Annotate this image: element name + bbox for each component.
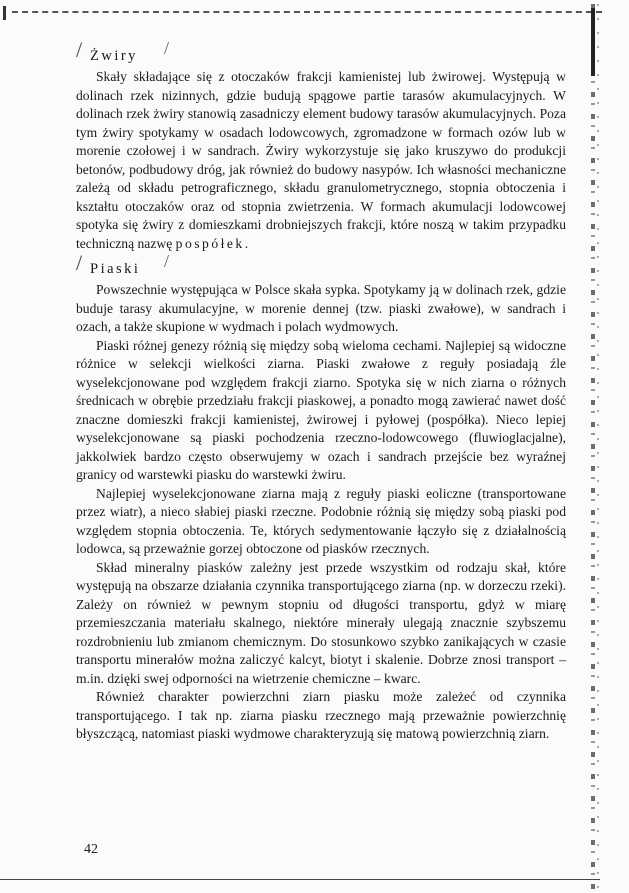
- paragraph-end: .: [244, 235, 249, 251]
- pencil-mark: /: [76, 37, 83, 62]
- pencil-mark: /: [76, 250, 83, 275]
- page-body: [76, 37, 566, 744]
- paragraph: Najlepiej wyselekcjonowane ziarna mają z reguły piaski eoliczne (transportowane przez wiatr), a nieco słabiej piaski rzeczne. Podobnie różnią się między sobą piaski pod względem stopnia obtoczenia. Te, których sedymentowanie łączyło się z działalnością lodowca, są przeważnie gorzej obtoczone od piasków rzecznych.: [76, 485, 566, 556]
- pencil-mark: /: [164, 38, 170, 58]
- right-scan-edge-outer: [597, 4, 599, 889]
- paragraph: Powszechnie występująca w Polsce skała sypka. Spotykamy ją w dolinach rzek, gdzie buduje tarasy akumulacyjne, w morenie dennej (tzw. piaski zwałowe), w sandrach i ozach, a także skupione w wydmach i polach wydmowych.: [76, 282, 566, 334]
- heading-text: Piaski: [90, 261, 141, 277]
- scan-corner-mark: [3, 6, 6, 20]
- paragraph: Piaski różnej genezy różnią się między sobą wieloma cechami. Najlepiej są widoczne różnice w selekcji wielkości ziarna. Piaski zwałowe z reguły posiadają źle wyselekcjonowane pod względem frakcji ziarno. Spotyka się w nich ziarna o różnych średnicach w obrębie przedziału frakcji piaskowej, a ponadto mogą zawierać nawet dość znaczne domieszki frakcji kamienistej, żwirowej i pyłowej (pospółka). Nieco lepiej wyselekcjonowane są piaski pochodzenia rzeczno-lodowcowego (fluwioglacjalne), jakkolwiek bardzo często obserwujemy w ozach i sandrach przejście bez wyraźnej granicy od warstewki piasku do warstewki żwiru.: [76, 337, 566, 482]
- paragraph: [76, 68, 566, 253]
- right-scan-edge: [591, 4, 595, 889]
- paragraph: Również charakter powierzchni ziarn piasku może zależeć od czynnika transportującego. I tak np. ziarna piasku rzecznego mają przeważnie powierzchnię błyszczącą, natomiast piaski wydmowe charakteryzują się matową powierzchnią ziarn.: [76, 689, 566, 741]
- heading-text: Żwiry: [90, 48, 138, 64]
- paragraph-text: Skały składające się z otoczaków frakcji kamienistej lub żwirowej. Występują w dolinach rzek nizinnych, gdzie budują spągowe partie tarasów akumulacyjnych. W dolinach rzek żwiry stanowią zasadniczy element budowy tarasów akumulacyjnych. Poza tym żwiry spotykamy w osadach lodowcowych, zgromadzone w formach ozów lub w morenie czołowej i w sandrach. Żwiry wykorzystuje się jako kruszywo do produkcji betonów, podbudowy dróg, jak również do budowy nasypów. Ich własności mechaniczne zależą od składu petrograficznego, składu granulometrycznego, stopnia obtoczenia i kształtu otoczaków oraz od stopnia zwietrzenia. W formach akumulacji lodowcowej spotyka się żwiry z domieszkami drobniejszych frakcji, które noszą w takim przypadku techniczną nazwę: [76, 69, 566, 251]
- pencil-mark: /: [164, 251, 170, 271]
- top-scan-edge: [12, 11, 602, 13]
- page-number: 42: [84, 842, 98, 857]
- right-scan-edge-dark: [591, 8, 595, 76]
- section-heading-zwiry: [76, 37, 566, 66]
- section-heading-piaski: [76, 250, 566, 279]
- technical-term: pospółek: [175, 235, 245, 251]
- paragraph: Skład mineralny piasków zależny jest przede wszystkim od rodzaju skał, które występują na obszarze działania czynnika transportującego ziarna (np. w dorzeczu rzeki). Zależy on również w pewnym stopniu od długości transportu, gdyż w miarę przemieszczania materiału skalnego, niektóre minerały ulegają znacznie szybszemu rozdrobnieniu lub zmianom chemicznym. Do stosunkowo szybko zanikających w czasie transportu minerałów można zaliczyć kalcyt, biotyt i skalenie. Dobrze znosi transport – m.in. dzięki swej odporności na wietrzenie chemiczne – kwarc.: [76, 559, 566, 686]
- bottom-scan-edge: [0, 879, 600, 880]
